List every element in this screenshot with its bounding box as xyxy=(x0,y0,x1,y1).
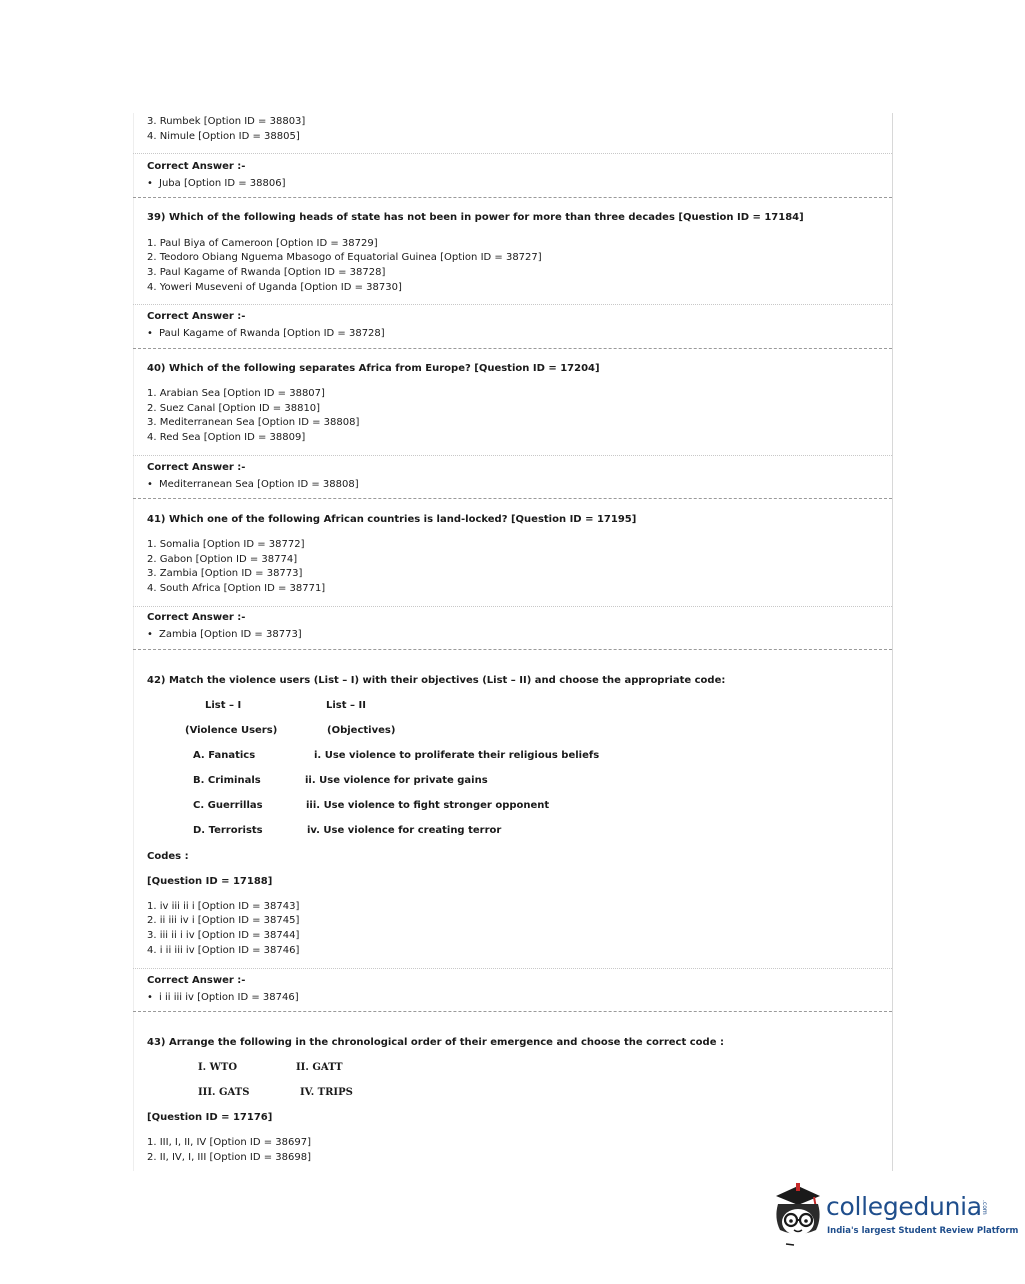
mascot-icon xyxy=(768,1178,826,1248)
prev-option-3: 3. Rumbek [Option ID = 38803] xyxy=(147,116,306,127)
q40-option-4: 4. Red Sea [Option ID = 38809] xyxy=(147,432,306,443)
q40-option-1: 1. Arabian Sea [Option ID = 38807] xyxy=(147,388,325,399)
q43-question: 43) Arrange the following in the chronological order of their emergence and choose the correct code : xyxy=(147,1037,724,1048)
q40-correct-label: Correct Answer :- xyxy=(147,462,246,473)
collegedunia-logo[interactable] xyxy=(768,1178,1019,1258)
logo-wordmark: collegedunia xyxy=(826,1192,982,1221)
q42-option-1: 1. iv iii ii i [Option ID = 38743] xyxy=(147,901,300,912)
q42-question-id: [Question ID = 17188] xyxy=(147,876,273,887)
q41-answer: • Zambia [Option ID = 38773] xyxy=(147,628,302,641)
q42-list1-item: B. Criminals xyxy=(193,775,261,786)
question-separator xyxy=(133,649,892,650)
prev-answer: • Juba [Option ID = 38806] xyxy=(147,177,286,190)
q41-option-3: 3. Zambia [Option ID = 38773] xyxy=(147,568,303,579)
q42-question: 42) Match the violence users (List – I) with their objectives (List – II) and choose the appropriate code: xyxy=(147,675,726,686)
q42-option-4: 4. i ii iii iv [Option ID = 38746] xyxy=(147,945,300,956)
q43-item: IV. TRIPS xyxy=(300,1087,353,1098)
q39-option-3: 3. Paul Kagame of Rwanda [Option ID = 38728] xyxy=(147,267,386,278)
q39-question: 39) Which of the following heads of state has not been in power for more than three decades [Question ID = 17184] xyxy=(147,212,804,223)
q40-question: 40) Which of the following separates Africa from Europe? [Question ID = 17204] xyxy=(147,363,600,374)
q43-item: III. GATS xyxy=(198,1087,250,1098)
divider xyxy=(133,455,892,456)
q43-item: I. WTO xyxy=(198,1062,238,1073)
q42-list1-item: A. Fanatics xyxy=(193,750,256,761)
question-separator xyxy=(133,498,892,499)
question-separator xyxy=(133,348,892,349)
q43-option-2: 2. II, IV, I, III [Option ID = 38698] xyxy=(147,1152,312,1163)
q39-option-2: 2. Teodoro Obiang Nguema Mbasogo of Equatorial Guinea [Option ID = 38727] xyxy=(147,252,542,263)
q39-option-1: 1. Paul Biya of Cameroon [Option ID = 38729] xyxy=(147,238,378,249)
divider xyxy=(133,606,892,607)
q39-correct-label: Correct Answer :- xyxy=(147,311,246,322)
q42-list2-subtitle: (Objectives) xyxy=(327,725,396,736)
q43-item: II. GATT xyxy=(296,1062,343,1073)
divider xyxy=(133,968,892,969)
q43-option-1: 1. III, I, II, IV [Option ID = 38697] xyxy=(147,1137,312,1148)
q42-codes-label: Codes : xyxy=(147,851,189,862)
q42-list1-item: C. Guerrillas xyxy=(193,800,263,811)
q42-list2-item: i. Use violence to proliferate their religious beliefs xyxy=(314,750,600,761)
question-separator xyxy=(133,1011,892,1012)
q42-correct-label: Correct Answer :- xyxy=(147,975,246,986)
q40-answer: • Mediterranean Sea [Option ID = 38808] xyxy=(147,478,359,491)
q42-list1-item: D. Terrorists xyxy=(193,825,263,836)
q39-answer: • Paul Kagame of Rwanda [Option ID = 38728] xyxy=(147,327,385,340)
q42-answer: • i ii iii iv [Option ID = 38746] xyxy=(147,991,299,1004)
q41-option-2: 2. Gabon [Option ID = 38774] xyxy=(147,554,298,565)
question-separator xyxy=(133,197,892,198)
q42-list2-item: ii. Use violence for private gains xyxy=(305,775,488,786)
q42-option-3: 3. iii ii i iv [Option ID = 38744] xyxy=(147,930,300,941)
q39-option-4: 4. Yoweri Museveni of Uganda [Option ID = 38730] xyxy=(147,282,402,293)
q40-option-2: 2. Suez Canal [Option ID = 38810] xyxy=(147,403,321,414)
q42-list2-title: List – II xyxy=(326,700,366,711)
q42-option-2: 2. ii iii iv i [Option ID = 38745] xyxy=(147,915,300,926)
q41-correct-label: Correct Answer :- xyxy=(147,612,246,623)
divider xyxy=(133,153,892,154)
q41-question: 41) Which one of the following African countries is land-locked? [Question ID = 17195] xyxy=(147,514,637,525)
q42-list2-item: iv. Use violence for creating terror xyxy=(307,825,502,836)
prev-option-4: 4. Nimule [Option ID = 38805] xyxy=(147,131,300,142)
q42-list2-item: iii. Use violence to fight stronger opponent xyxy=(306,800,550,811)
q41-option-1: 1. Somalia [Option ID = 38772] xyxy=(147,539,305,550)
q41-option-4: 4. South Africa [Option ID = 38771] xyxy=(147,583,326,594)
logo-tagline: India's largest Student Review Platform xyxy=(827,1226,1019,1236)
prev-correct-label: Correct Answer :- xyxy=(147,161,246,172)
q42-list1-subtitle: (Violence Users) xyxy=(185,725,278,736)
logo-domain: .com xyxy=(981,1200,988,1215)
q40-option-3: 3. Mediterranean Sea [Option ID = 38808] xyxy=(147,417,360,428)
divider xyxy=(133,304,892,305)
q43-question-id: [Question ID = 17176] xyxy=(147,1112,273,1123)
q42-list1-title: List – I xyxy=(205,700,242,711)
